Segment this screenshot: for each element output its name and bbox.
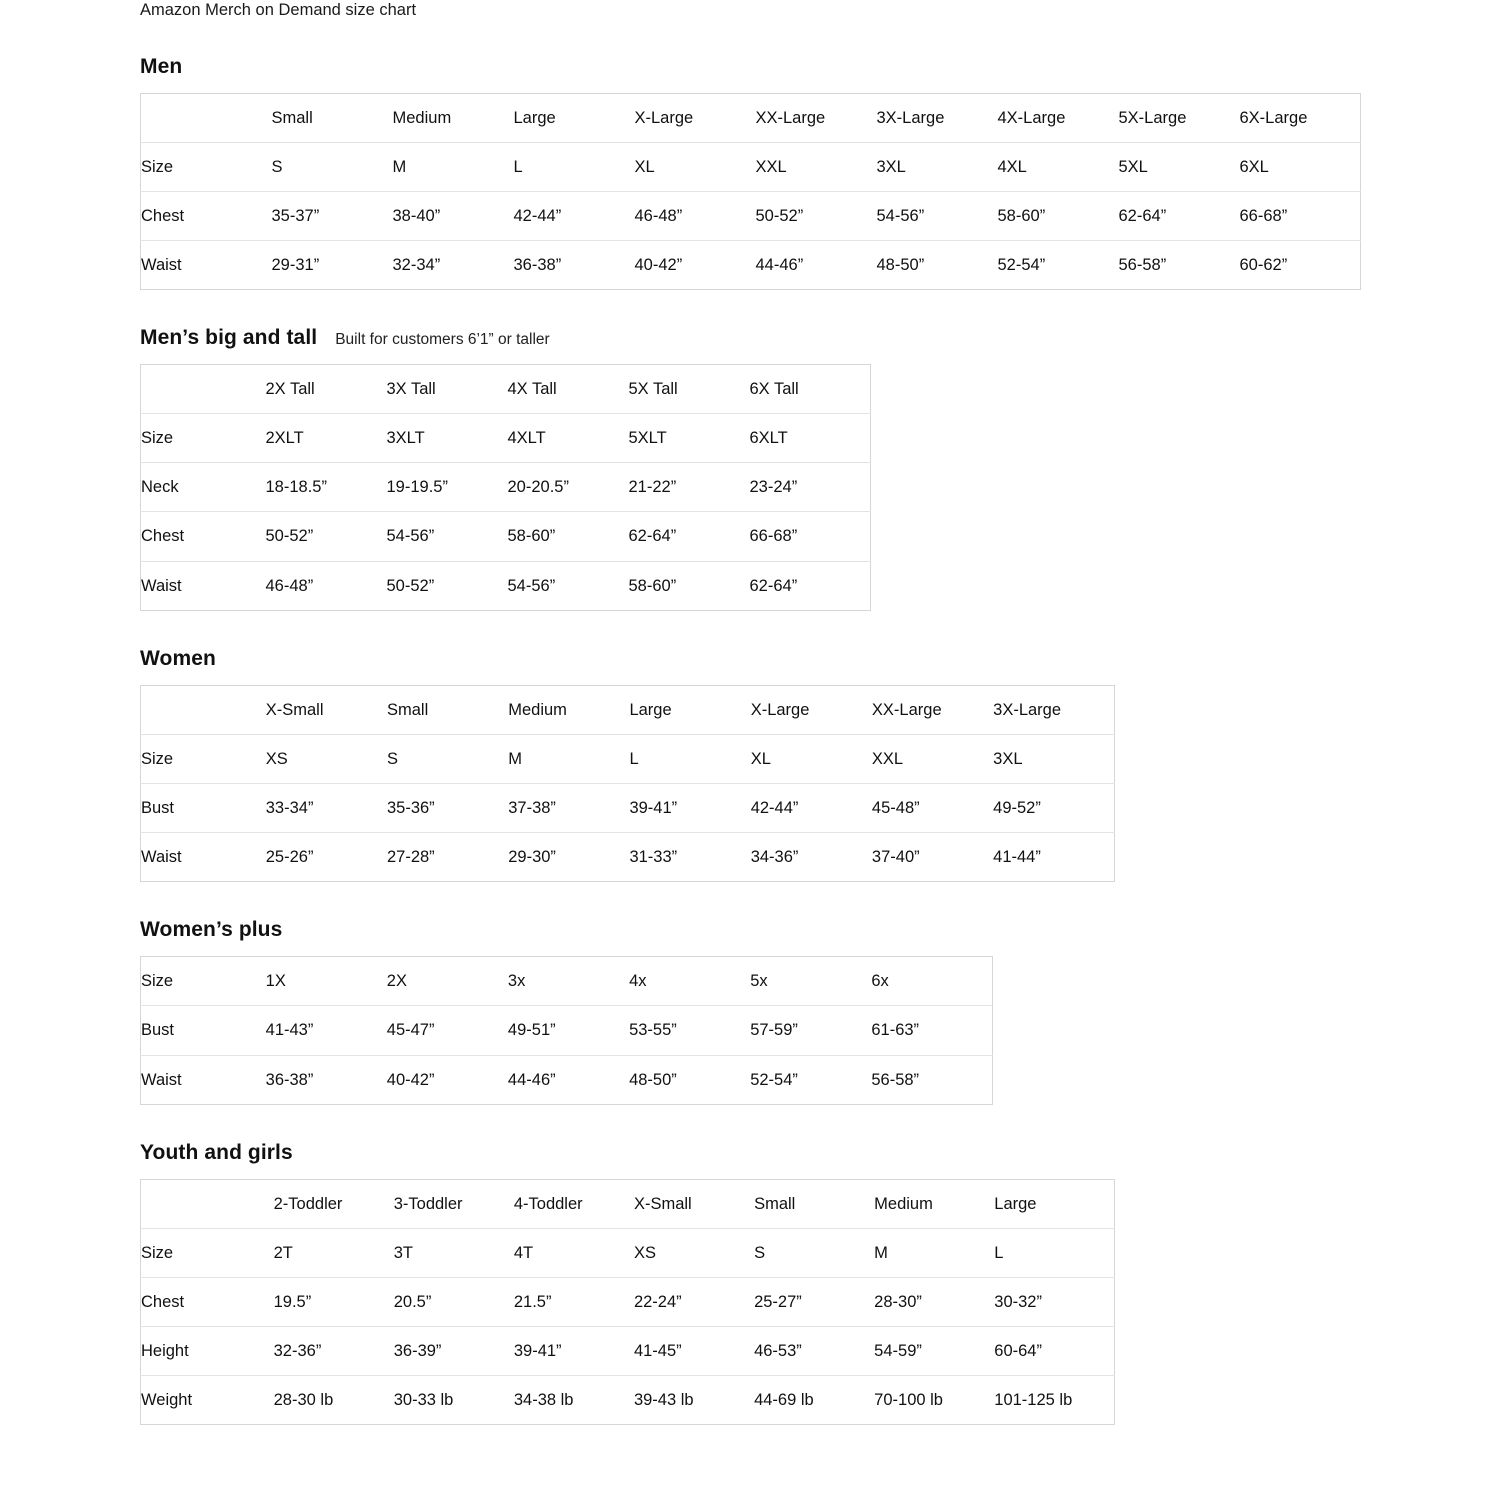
table-cell: 50-52” bbox=[756, 191, 877, 240]
table-cell: XL bbox=[751, 734, 872, 783]
table-cell: 28-30” bbox=[874, 1278, 994, 1327]
table-row bbox=[141, 1055, 993, 1104]
table-row bbox=[141, 784, 1115, 833]
table-cell: 20.5” bbox=[394, 1278, 514, 1327]
section-title: Men’s big and tall bbox=[140, 326, 318, 350]
table-cell: 46-48” bbox=[635, 191, 756, 240]
column-header: XX-Large bbox=[755, 108, 826, 127]
table-cell: 41-43” bbox=[266, 1006, 387, 1055]
table-row bbox=[141, 957, 993, 1006]
table-cell: XL bbox=[635, 142, 756, 191]
table-cell: 3XL bbox=[877, 142, 998, 191]
table-row bbox=[141, 1376, 1115, 1425]
table-cell: XXL bbox=[872, 734, 993, 783]
table-cell: 36-38” bbox=[514, 240, 635, 289]
column-header-corner bbox=[141, 93, 272, 142]
table-cell: 37-38” bbox=[508, 784, 629, 833]
table-cell: 57-59” bbox=[750, 1006, 871, 1055]
section-header bbox=[140, 918, 1499, 942]
table-cell: 21-22” bbox=[629, 463, 750, 512]
section-womens-plus bbox=[0, 918, 1499, 1104]
column-header: 4X Tall bbox=[507, 380, 557, 399]
table-cell: 70-100 lb bbox=[874, 1376, 994, 1425]
table-row bbox=[141, 1006, 993, 1055]
section-title: Men bbox=[140, 54, 183, 78]
table-cell: 5XLT bbox=[629, 414, 750, 463]
table-cell: 58-60” bbox=[508, 512, 629, 561]
table-row bbox=[141, 512, 871, 561]
table-cell: 66-68” bbox=[1240, 191, 1361, 240]
table-row bbox=[141, 191, 1361, 240]
row-header: Height bbox=[141, 1327, 274, 1376]
table-cell: 42-44” bbox=[514, 191, 635, 240]
table-cell: 48-50” bbox=[629, 1055, 750, 1104]
table-cell: 21.5” bbox=[514, 1278, 634, 1327]
section-header bbox=[140, 647, 1499, 671]
column-header: Small bbox=[386, 700, 429, 719]
section-title: Women bbox=[140, 646, 216, 670]
column-header: X-Small bbox=[633, 1194, 692, 1213]
table-cell: 3XL bbox=[993, 734, 1114, 783]
table-cell: 25-27” bbox=[754, 1278, 874, 1327]
section-men bbox=[0, 55, 1499, 291]
table-cell: 37-40” bbox=[872, 833, 993, 882]
table-cell: 36-38” bbox=[266, 1055, 387, 1104]
table-cell: 41-45” bbox=[634, 1327, 754, 1376]
table-cell: XS bbox=[266, 734, 387, 783]
table-cell: 42-44” bbox=[751, 784, 872, 833]
table-header-row bbox=[141, 93, 1361, 142]
table-cell: 52-54” bbox=[998, 240, 1119, 289]
table-cell: 22-24” bbox=[634, 1278, 754, 1327]
table-cell: 4XLT bbox=[508, 414, 629, 463]
row-header: Size bbox=[141, 414, 266, 463]
size-table-youth-and-girls bbox=[140, 1179, 1115, 1426]
table-cell: 35-36” bbox=[387, 784, 508, 833]
column-header: X-Large bbox=[634, 108, 694, 127]
column-header: XX-Large bbox=[871, 700, 942, 719]
table-cell: 45-48” bbox=[872, 784, 993, 833]
table-cell: M bbox=[874, 1228, 994, 1277]
table-cell: 36-39” bbox=[394, 1327, 514, 1376]
table-cell: 54-56” bbox=[508, 561, 629, 610]
table-cell: 2XLT bbox=[266, 414, 387, 463]
table-row bbox=[141, 561, 871, 610]
table-row bbox=[141, 1278, 1115, 1327]
table-cell: 49-52” bbox=[993, 784, 1114, 833]
table-cell: 5XL bbox=[1119, 142, 1240, 191]
size-table-women bbox=[140, 685, 1115, 883]
column-header: Medium bbox=[508, 700, 567, 719]
table-cell: 23-24” bbox=[750, 463, 871, 512]
table-cell: 58-60” bbox=[629, 561, 750, 610]
page-title: Amazon Merch on Demand size chart bbox=[140, 1, 417, 19]
table-row bbox=[141, 142, 1361, 191]
table-cell: XXL bbox=[756, 142, 877, 191]
table-row bbox=[141, 1327, 1115, 1376]
section-women bbox=[0, 647, 1499, 883]
table-cell: 52-54” bbox=[750, 1055, 871, 1104]
column-header-corner bbox=[141, 1179, 274, 1228]
table-cell: 44-69 lb bbox=[754, 1376, 874, 1425]
column-header-corner bbox=[141, 365, 266, 414]
table-cell: 34-36” bbox=[751, 833, 872, 882]
table-cell: 39-41” bbox=[514, 1327, 634, 1376]
table-cell: 32-34” bbox=[393, 240, 514, 289]
row-header: Chest bbox=[141, 1278, 274, 1327]
table-cell: 2X bbox=[386, 972, 407, 991]
table-cell: 4T bbox=[514, 1228, 634, 1277]
column-header: Medium bbox=[392, 108, 452, 127]
table-cell: S bbox=[754, 1228, 874, 1277]
row-header: Waist bbox=[141, 561, 266, 610]
column-header: Small bbox=[754, 1194, 796, 1213]
table-cell: 2T bbox=[274, 1228, 394, 1277]
table-cell: 44-46” bbox=[756, 240, 877, 289]
section-mens-big-and-tall bbox=[0, 326, 1499, 611]
table-cell: 4x bbox=[629, 972, 647, 991]
table-cell: 40-42” bbox=[635, 240, 756, 289]
row-header: Bust bbox=[141, 1006, 266, 1055]
table-cell: 58-60” bbox=[998, 191, 1119, 240]
table-cell: 38-40” bbox=[393, 191, 514, 240]
table-cell: 54-59” bbox=[874, 1327, 994, 1376]
table-cell: 46-53” bbox=[754, 1327, 874, 1376]
table-cell: 101-125 lb bbox=[994, 1376, 1114, 1425]
table-cell: 60-64” bbox=[994, 1327, 1114, 1376]
table-cell: 62-64” bbox=[750, 561, 871, 610]
row-header: Size bbox=[141, 972, 174, 991]
table-row bbox=[141, 463, 871, 512]
table-cell: 30-32” bbox=[994, 1278, 1114, 1327]
table-cell: 29-31” bbox=[272, 240, 393, 289]
section-title: Youth and girls bbox=[140, 1140, 293, 1164]
section-header bbox=[140, 1141, 1499, 1165]
column-header: 3X Tall bbox=[386, 380, 436, 399]
table-cell: 32-36” bbox=[274, 1327, 394, 1376]
table-cell: 49-51” bbox=[508, 1006, 629, 1055]
section-note: Built for customers 6’1” or taller bbox=[335, 331, 550, 349]
column-header: 6X-Large bbox=[1239, 108, 1308, 127]
table-cell: 53-55” bbox=[629, 1006, 750, 1055]
row-header: Chest bbox=[141, 512, 266, 561]
column-header: Small bbox=[271, 108, 313, 127]
size-table-womens-plus bbox=[140, 956, 993, 1104]
table-row bbox=[141, 833, 1115, 882]
column-header: Large bbox=[629, 700, 672, 719]
column-header: 3X-Large bbox=[876, 108, 945, 127]
table-cell: 6x bbox=[871, 972, 889, 991]
column-header: 3X-Large bbox=[993, 700, 1062, 719]
table-cell: S bbox=[387, 734, 508, 783]
table-cell: 33-34” bbox=[266, 784, 387, 833]
column-header-corner bbox=[141, 685, 266, 734]
section-youth-and-girls bbox=[0, 1141, 1499, 1426]
column-header: X-Large bbox=[750, 700, 810, 719]
row-header: Waist bbox=[141, 1055, 266, 1104]
sections-container bbox=[0, 55, 1499, 1426]
row-header: Size bbox=[141, 142, 272, 191]
table-cell: 56-58” bbox=[871, 1055, 992, 1104]
column-header: 5X-Large bbox=[1118, 108, 1187, 127]
table-cell: 66-68” bbox=[750, 512, 871, 561]
table-cell: 50-52” bbox=[266, 512, 387, 561]
column-header: 4-Toddler bbox=[513, 1194, 583, 1213]
table-cell: 6XL bbox=[1240, 142, 1361, 191]
column-header: Large bbox=[994, 1194, 1037, 1213]
table-cell: L bbox=[629, 734, 750, 783]
section-header bbox=[140, 326, 1499, 350]
table-cell: 54-56” bbox=[387, 512, 508, 561]
column-header: 2X Tall bbox=[265, 380, 315, 399]
table-cell: 25-26” bbox=[266, 833, 387, 882]
table-cell: L bbox=[994, 1228, 1114, 1277]
row-header: Waist bbox=[141, 833, 266, 882]
table-cell: M bbox=[393, 142, 514, 191]
table-header-row bbox=[141, 1179, 1115, 1228]
table-cell: 35-37” bbox=[272, 191, 393, 240]
column-header: 4X-Large bbox=[997, 108, 1066, 127]
row-header: Neck bbox=[141, 463, 266, 512]
table-cell: 31-33” bbox=[629, 833, 750, 882]
column-header: Medium bbox=[874, 1194, 933, 1213]
table-row bbox=[141, 734, 1115, 783]
table-cell: XS bbox=[634, 1228, 754, 1277]
table-cell: 34-38 lb bbox=[514, 1376, 634, 1425]
size-table-men bbox=[140, 93, 1361, 291]
row-header: Chest bbox=[141, 191, 272, 240]
table-cell: 3T bbox=[394, 1228, 514, 1277]
table-cell: 30-33 lb bbox=[394, 1376, 514, 1425]
table-cell: 19-19.5” bbox=[387, 463, 508, 512]
table-cell: 4XL bbox=[998, 142, 1119, 191]
table-cell: S bbox=[272, 142, 393, 191]
table-cell: 61-63” bbox=[871, 1006, 992, 1055]
table-cell: 3x bbox=[507, 972, 526, 991]
table-cell: 18-18.5” bbox=[266, 463, 387, 512]
table-cell: 50-52” bbox=[387, 561, 508, 610]
table-cell: 20-20.5” bbox=[508, 463, 629, 512]
column-header: 5X Tall bbox=[628, 380, 678, 399]
table-row bbox=[141, 1228, 1115, 1277]
table-cell: 62-64” bbox=[1119, 191, 1240, 240]
table-cell: 29-30” bbox=[508, 833, 629, 882]
row-header: Bust bbox=[141, 784, 266, 833]
table-cell: M bbox=[508, 734, 629, 783]
column-header: 6X Tall bbox=[749, 380, 799, 399]
column-header: 2-Toddler bbox=[273, 1194, 343, 1213]
section-header bbox=[140, 55, 1499, 79]
table-cell: 1X bbox=[265, 972, 286, 991]
row-header: Weight bbox=[141, 1376, 274, 1425]
table-cell: 5x bbox=[750, 972, 768, 991]
table-cell: 54-56” bbox=[877, 191, 998, 240]
column-header: Large bbox=[513, 108, 556, 127]
row-header: Size bbox=[141, 734, 266, 783]
table-cell: 19.5” bbox=[274, 1278, 394, 1327]
table-row bbox=[141, 414, 871, 463]
table-row bbox=[141, 240, 1361, 289]
table-cell: 56-58” bbox=[1119, 240, 1240, 289]
table-cell: 6XLT bbox=[750, 414, 871, 463]
table-header-row bbox=[141, 685, 1115, 734]
section-title: Women’s plus bbox=[140, 918, 283, 942]
table-cell: 27-28” bbox=[387, 833, 508, 882]
table-cell: 62-64” bbox=[629, 512, 750, 561]
table-cell: 41-44” bbox=[993, 833, 1114, 882]
table-cell: 45-47” bbox=[387, 1006, 508, 1055]
row-header: Waist bbox=[141, 240, 272, 289]
column-header: 3-Toddler bbox=[393, 1194, 463, 1213]
table-cell: 3XLT bbox=[387, 414, 508, 463]
table-cell: 60-62” bbox=[1240, 240, 1361, 289]
table-cell: 28-30 lb bbox=[274, 1376, 394, 1425]
table-cell: 40-42” bbox=[387, 1055, 508, 1104]
row-header: Size bbox=[141, 1228, 274, 1277]
table-cell: 48-50” bbox=[877, 240, 998, 289]
table-cell: 39-41” bbox=[629, 784, 750, 833]
table-cell: 46-48” bbox=[266, 561, 387, 610]
table-cell: 39-43 lb bbox=[634, 1376, 754, 1425]
table-cell: L bbox=[514, 142, 635, 191]
table-cell: 44-46” bbox=[508, 1055, 629, 1104]
table-header-row bbox=[141, 365, 871, 414]
size-table-mens-big-and-tall bbox=[140, 364, 871, 611]
column-header: X-Small bbox=[265, 700, 324, 719]
